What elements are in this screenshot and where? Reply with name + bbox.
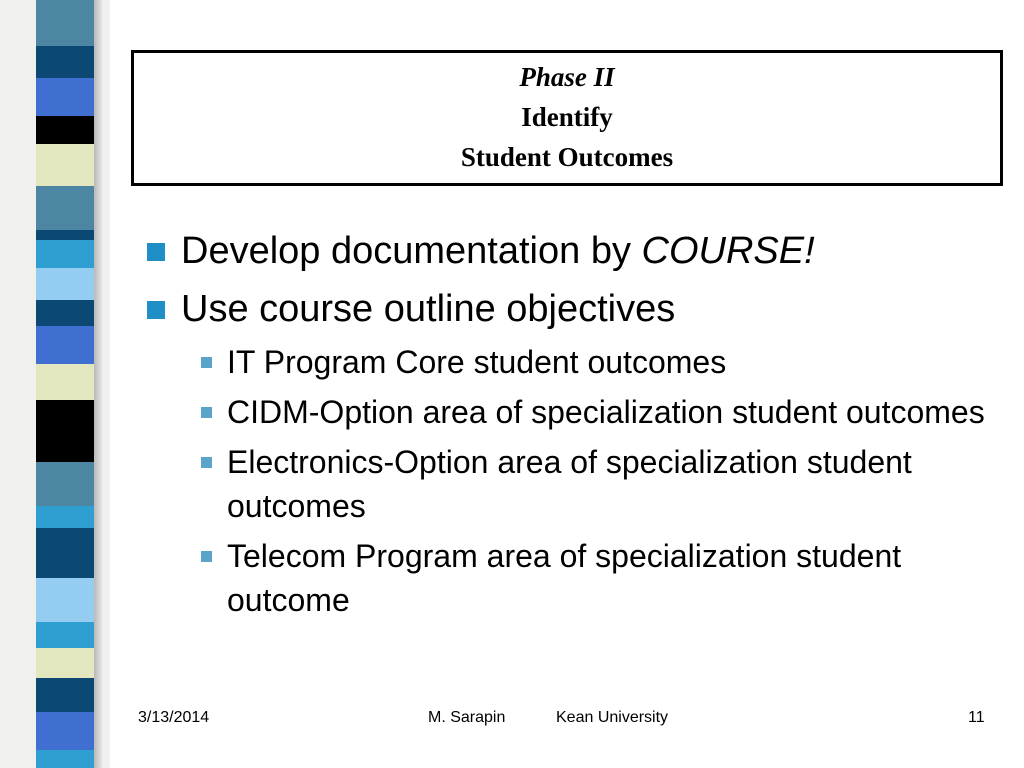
sub-bullet-text: Telecom Program area of specialization student outcome (227, 538, 902, 618)
stripe-block (36, 648, 94, 678)
title-line-identify: Identify (521, 102, 613, 132)
footer-page-number: 11 (968, 709, 985, 726)
sub-bullet-text: CIDM-Option area of specialization student outcomes (227, 394, 985, 430)
stripe-block (36, 46, 94, 78)
stripe-block (36, 462, 94, 506)
square-bullet-icon (147, 243, 165, 261)
bullet-item (145, 222, 1005, 280)
stripe-block (36, 528, 94, 578)
bullet-list (145, 222, 1005, 628)
stripe-block (36, 230, 94, 240)
bullet-text: Develop documentation by (181, 230, 642, 272)
footer-author: M. Sarapin (428, 709, 506, 726)
title-line-phase: Phase II (519, 62, 615, 92)
stripe-block (36, 678, 94, 712)
stripe-block (36, 78, 94, 116)
slide-title-box (131, 50, 1003, 186)
sub-bullet-text: IT Program Core student outcomes (227, 344, 727, 380)
stripe-block (36, 750, 94, 768)
stripe-block (36, 144, 94, 186)
square-sub-bullet-icon (201, 457, 212, 468)
stripe-block (36, 18, 94, 46)
stripe-block (36, 116, 94, 144)
square-sub-bullet-icon (201, 357, 212, 368)
stripe-shadow (94, 0, 102, 768)
square-bullet-icon (147, 301, 165, 319)
color-stripe-column (36, 0, 94, 768)
stripe-block (36, 240, 94, 268)
sub-bullet-item (145, 390, 1005, 434)
stripe-block (36, 326, 94, 364)
footer-institution: Kean University (556, 709, 669, 726)
sub-bullet-item (145, 340, 1005, 384)
sub-bullet-item (145, 440, 1005, 528)
stripe-block (36, 364, 94, 400)
footer-date: 3/13/2014 (138, 709, 210, 726)
square-sub-bullet-icon (201, 407, 212, 418)
stripe-block (36, 622, 94, 648)
stripe-block (36, 300, 94, 326)
bullet-emphasis: COURSE! (641, 230, 815, 272)
bullet-item (145, 280, 1005, 338)
stripe-block (36, 578, 94, 622)
sub-bullet-text: Electronics-Option area of specialization student outcomes (227, 444, 912, 524)
stripe-block (36, 0, 94, 18)
sub-bullet-item (145, 534, 1005, 622)
stripe-block (36, 186, 94, 230)
decorative-stripe-panel (0, 0, 110, 768)
stripe-block (36, 400, 94, 462)
stripe-block (36, 712, 94, 750)
square-sub-bullet-icon (201, 551, 212, 562)
title-line-outcomes: Student Outcomes (460, 142, 674, 172)
stripe-block (36, 268, 94, 300)
stripe-block (36, 506, 94, 528)
bullet-text: Use course outline objectives (181, 288, 676, 330)
